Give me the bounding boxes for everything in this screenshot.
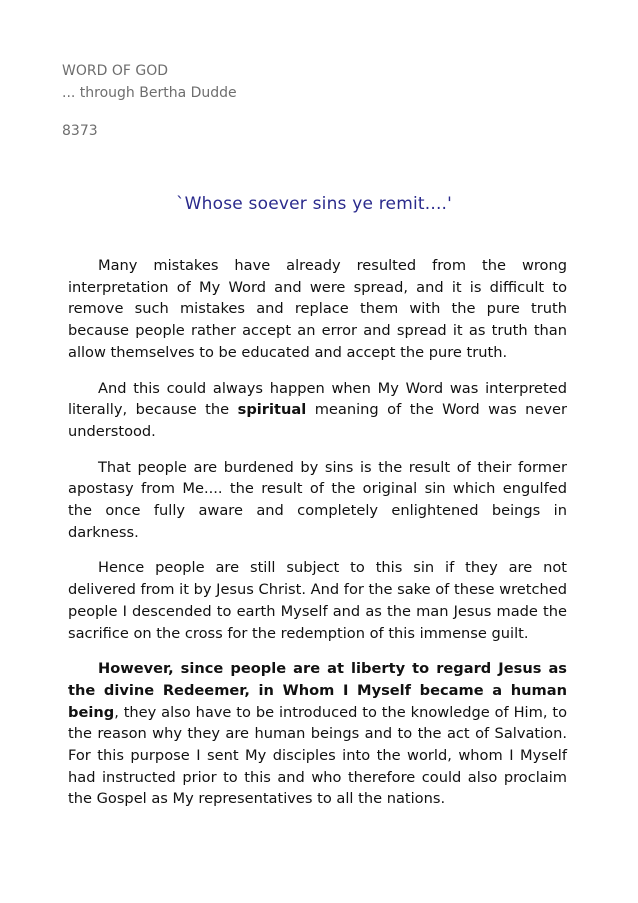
paragraph-2-emphasis: spiritual <box>237 401 307 419</box>
paragraph-3-text: That people are burdened by sins is the result of their former apostasy from Me.... the result of the original sin which engulfed the once fully aware and completely enlightened beings in darkness. <box>68 458 567 541</box>
paragraph-1 <box>68 255 567 364</box>
paragraph-2-text-start: And this could always happen when My Word was interpreted literally, because the <box>68 379 567 419</box>
header-author-line: ... through Bertha Dudde <box>62 84 237 101</box>
message-body <box>68 255 567 824</box>
paragraph-2-text-end: meaning of the Word was never understood. <box>68 401 568 440</box>
message-title: `Whose soever sins ye remit....' <box>175 194 453 214</box>
header-message-number: 8373 <box>62 123 98 139</box>
paragraph-4-text: Hence people are still subject to this sin if they are not delivered from it by Jesus Christ. And for the sake of these wretched people I descended to earth Myself and as the man Jesus made the sacrifice on the cross for the redemption of this immense guilt. <box>68 559 567 642</box>
paragraph-5-emphasis: However, since people are at liberty to regard Jesus as the divine Redeemer, in Whom I Myself became a human being <box>68 660 567 721</box>
paragraph-5-text: , they also have to be introduced to the knowledge of Him, to the reason why they are human beings and to the act of Salvation. For this purpose I sent My disciples into the world, whom I Myself had instructed prior to this and who therefore could also proclaim the Gospel as My representatives to all the nations. <box>68 703 567 808</box>
paragraph-4 <box>68 557 567 644</box>
paragraph-3 <box>68 457 567 544</box>
paragraph-5 <box>68 658 567 810</box>
document-header <box>62 61 562 143</box>
paragraph-1-text: Many mistakes have already resulted from the wrong interpretation of My Word and were spread, and it is difficult to remove such mistakes and replace them with the pure truth because people rather accept an error and spread it as truth than allow themselves to be educated and accept the pure truth. <box>68 257 567 361</box>
header-source-title: WORD OF GOD <box>62 63 168 79</box>
paragraph-2 <box>68 378 567 443</box>
